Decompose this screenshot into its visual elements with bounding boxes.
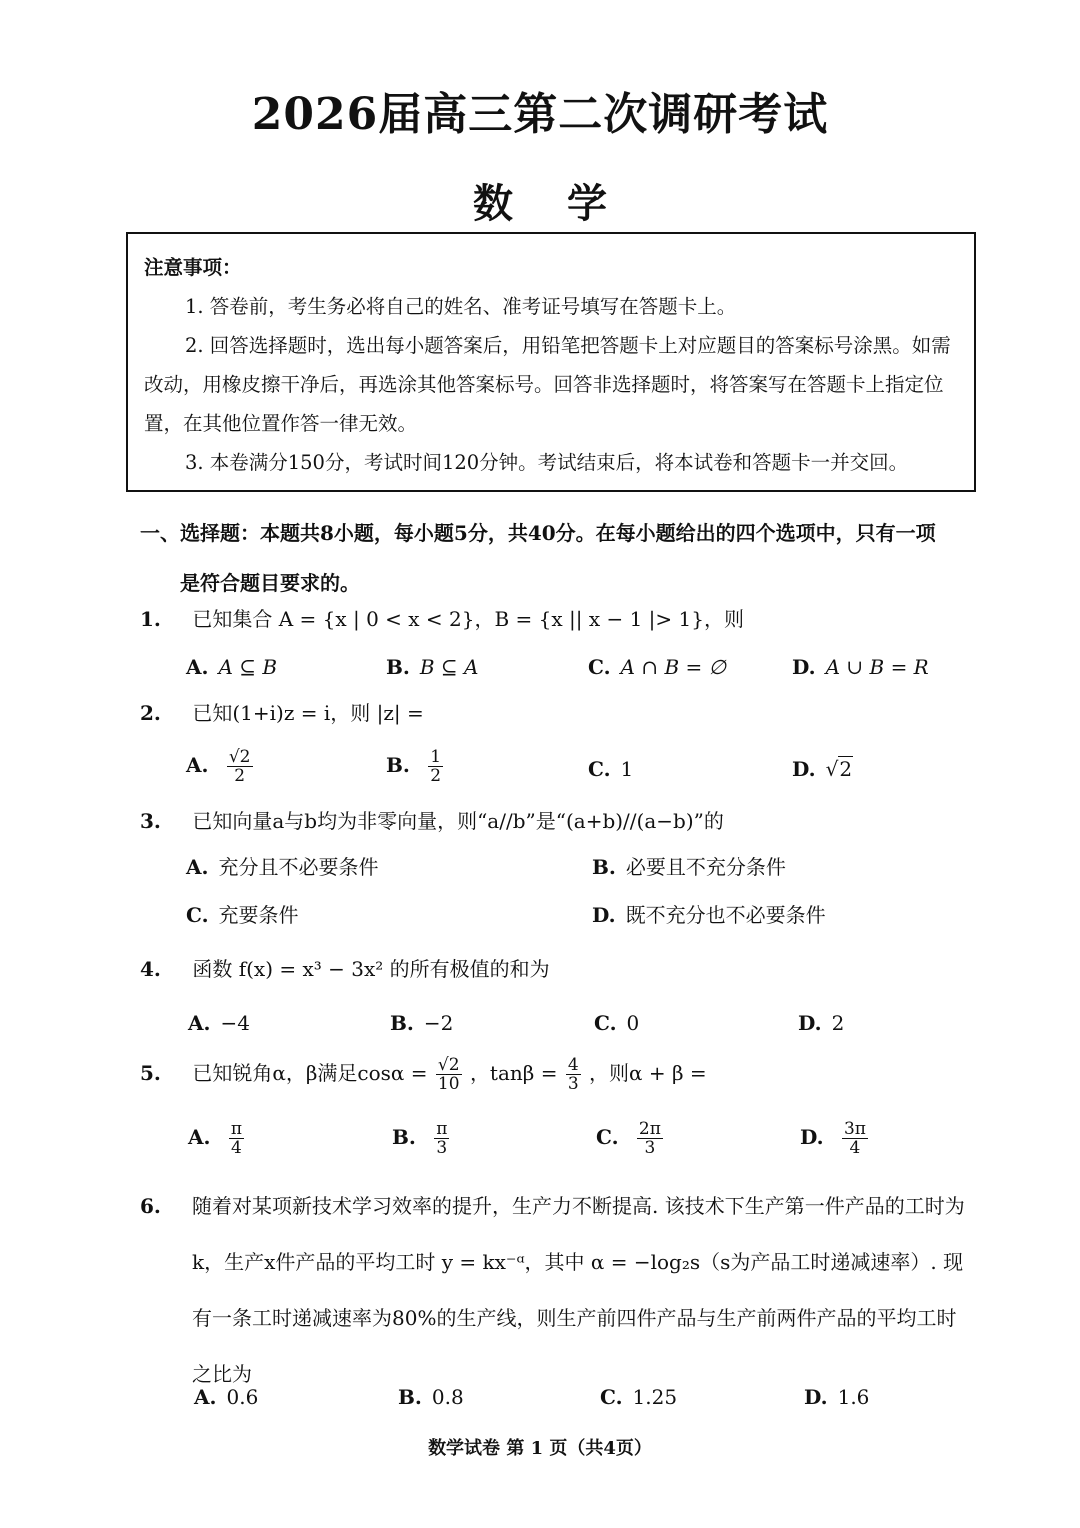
fraction: $\frac{4}{3}$	[567, 1055, 579, 1094]
question-number: 1.	[140, 607, 161, 631]
question-number: 6.	[140, 1194, 161, 1218]
option-c: C. A ∩ B = ∅	[588, 655, 727, 679]
question-number: 2.	[140, 701, 161, 725]
question-stem: ，tanβ =	[469, 1061, 558, 1085]
option-a: A. $\frac{√2}{2}$	[186, 747, 251, 786]
question-stem: 已知(1+i)z = i，则 |z| =	[192, 701, 424, 725]
question-2	[140, 698, 424, 728]
notice-item: 3. 本卷满分150分，考试时间120分钟。考试结束后，将本试卷和答题卡一并交回。	[184, 451, 909, 474]
notice-item: 1. 答卷前，考生务必将自己的姓名、准考证号填写在答题卡上。	[184, 295, 737, 318]
subject-title: 数 学	[473, 180, 607, 227]
fraction: $\frac{√2}{2}$	[228, 747, 251, 786]
section-heading-line: 是符合题目要求的。	[180, 571, 360, 595]
question-stem: 已知集合 A = {x | 0 < x < 2}，B = {x || x − 1 |> 1}，则	[192, 607, 744, 631]
question-number: 4.	[140, 957, 161, 981]
option-b: B. $\frac{\pi}{3}$	[392, 1119, 448, 1158]
option-d: D. 2	[798, 1011, 845, 1035]
option-b: B. 必要且不充分条件	[592, 855, 786, 879]
option-a: A. 0.6	[194, 1385, 259, 1409]
option-c: C. $\frac{2\pi}{3}$	[596, 1119, 661, 1158]
notice-item: 2. 回答选择题时，选出每小题答案后，用铅笔把答题卡上对应题目的答案标号涂黑。如需改动，用橡皮擦干净后，再选涂其他答案标号。回答非选择题时，将答案写在答题卡上指定位置，在其他位置作答一律无效。	[144, 334, 951, 435]
question-3	[140, 806, 724, 836]
question-4	[140, 954, 550, 984]
question-number: 5.	[140, 1061, 161, 1085]
option-a: A. 充分且不必要条件	[186, 855, 379, 879]
question-stem: 函数 f(x) = x³ − 3x² 的所有极值的和为	[192, 957, 550, 981]
option-b: B. B ⊆ A	[386, 655, 479, 679]
option-c: C. 1.25	[600, 1385, 678, 1409]
section-heading	[140, 508, 970, 608]
notice-heading: 注意事项：	[144, 256, 242, 279]
option-d: D. √2	[792, 754, 853, 784]
page-footer: 数学试卷 第 1 页（共4页）	[428, 1438, 652, 1459]
sqrt: √2	[825, 757, 853, 781]
question-stem: ，则α + β =	[589, 1061, 707, 1085]
option-c: C. 0	[594, 1011, 640, 1035]
fraction: $\frac{3\pi}{4}$	[843, 1119, 866, 1158]
fraction: $\frac{2\pi}{3}$	[638, 1119, 661, 1158]
option-a: A. −4	[188, 1011, 250, 1035]
exam-title: 2026届高三第二次调研考试	[251, 89, 829, 140]
option-d: D. 1.6	[804, 1385, 870, 1409]
question-stem: 已知向量a与b均为非零向量，则“a//b”是“(a+b)//(a−b)”的	[192, 809, 724, 833]
option-c: C. 充要条件	[186, 903, 299, 927]
option-d: D. $\frac{3\pi}{4}$	[800, 1119, 866, 1158]
question-5	[140, 1056, 707, 1093]
question-6	[140, 1178, 970, 1402]
question-number: 3.	[140, 809, 161, 833]
question-stem: 已知锐角α，β满足cosα =	[192, 1061, 428, 1085]
fraction: $\frac{\pi}{4}$	[230, 1119, 243, 1158]
option-d: D. A ∪ B = R	[792, 655, 929, 679]
fraction: $\frac{1}{2}$	[430, 747, 442, 786]
option-b: B. −2	[390, 1011, 454, 1035]
fraction: $\frac{√2}{10}$	[437, 1055, 460, 1094]
fraction: $\frac{\pi}{3}$	[436, 1119, 448, 1158]
option-a: A. $\frac{\pi}{4}$	[188, 1119, 243, 1158]
question-stem: 随着对某项新技术学习效率的提升，生产力不断提高. 该技术下生产第一件产品的工时为k，生产x件产品的平均工时 y = kx⁻ᵅ，其中 α = −log₂s（s为产品工时递减速率）. 现有一条工时递减速率为80%的生产线，则生产前四件产品与生产前两件产品的平均工时之比为	[192, 1194, 965, 1386]
option-a: A. A ⊆ B	[186, 655, 278, 679]
option-c: C. 1	[588, 757, 634, 781]
option-b: B. $\frac{1}{2}$	[386, 747, 442, 786]
question-1	[140, 604, 744, 634]
section-heading-line: 一、选择题：本题共8小题，每小题5分，共40分。在每小题给出的四个选项中，只有一项	[140, 521, 936, 545]
option-d: D. 既不充分也不必要条件	[592, 903, 826, 927]
option-b: B. 0.8	[398, 1385, 464, 1409]
notice-box	[126, 232, 976, 492]
